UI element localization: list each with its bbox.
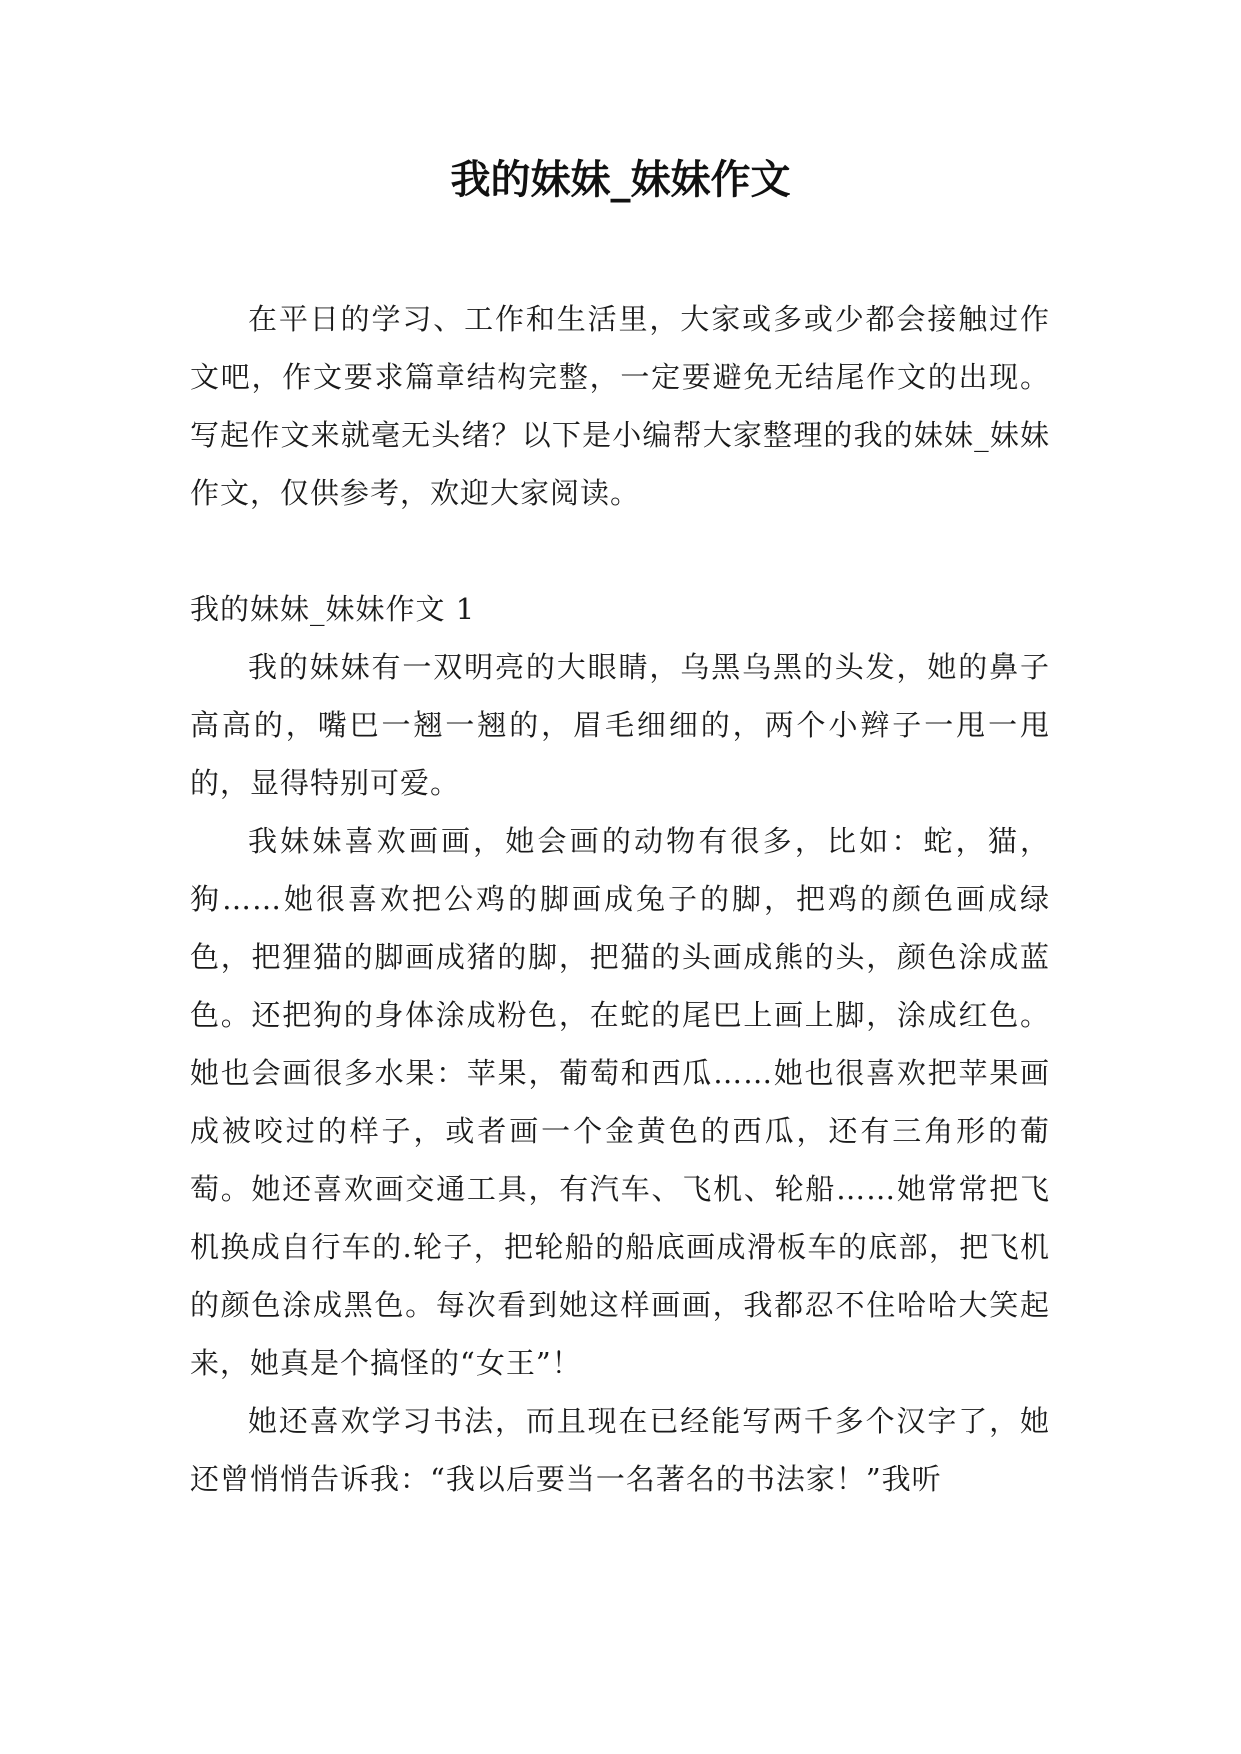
document-body [190,290,1050,1508]
body-paragraph-1: 我的妹妹有一双明亮的大眼睛，乌黑乌黑的头发，她的鼻子高高的，嘴巴一翘一翘的，眉毛细细的，两个小辫子一甩一甩的，显得特别可爱。 [190,650,1050,800]
intro-paragraph: 在平日的学习、工作和生活里，大家或多或少都会接触过作文吧，作文要求篇章结构完整，一定要避免无结尾作文的出现。写起作文来就毫无头绪？以下是小编帮大家整理的我的妹妹_妹妹作文，仅供参考，欢迎大家阅读。 [190,302,1050,510]
document-title: 我的妹妹_妹妹作文 [450,157,791,203]
body-paragraph-3: 她还喜欢学习书法，而且现在已经能写两千多个汉字了，她还曾悄悄告诉我：“我以后要当一名著名的书法家！”我听 [190,1404,1050,1496]
body-paragraph-2: 我妹妹喜欢画画，她会画的动物有很多，比如：蛇，猫，狗……她很喜欢把公鸡的脚画成兔子的脚，把鸡的颜色画成绿色，把狸猫的脚画成猪的脚，把猫的头画成熊的头，颜色涂成蓝色。还把狗的身体涂成粉色，在蛇的尾巴上画上脚，涂成红色。她也会画很多水果：苹果，葡萄和西瓜……她也很喜欢把苹果画成被咬过的样子，或者画一个金黄色的西瓜，还有三角形的葡萄。她还喜欢画交通工具，有汽车、飞机、轮船……她常常把飞机换成自行车的.轮子，把轮船的船底画成滑板车的底部，把飞机的颜色涂成黑色。每次看到她这样画画，我都忍不住哈哈大笑起来，她真是个搞怪的“女王”！ [190,824,1050,1380]
section-heading: 我的妹妹_妹妹作文 1 [190,592,476,626]
